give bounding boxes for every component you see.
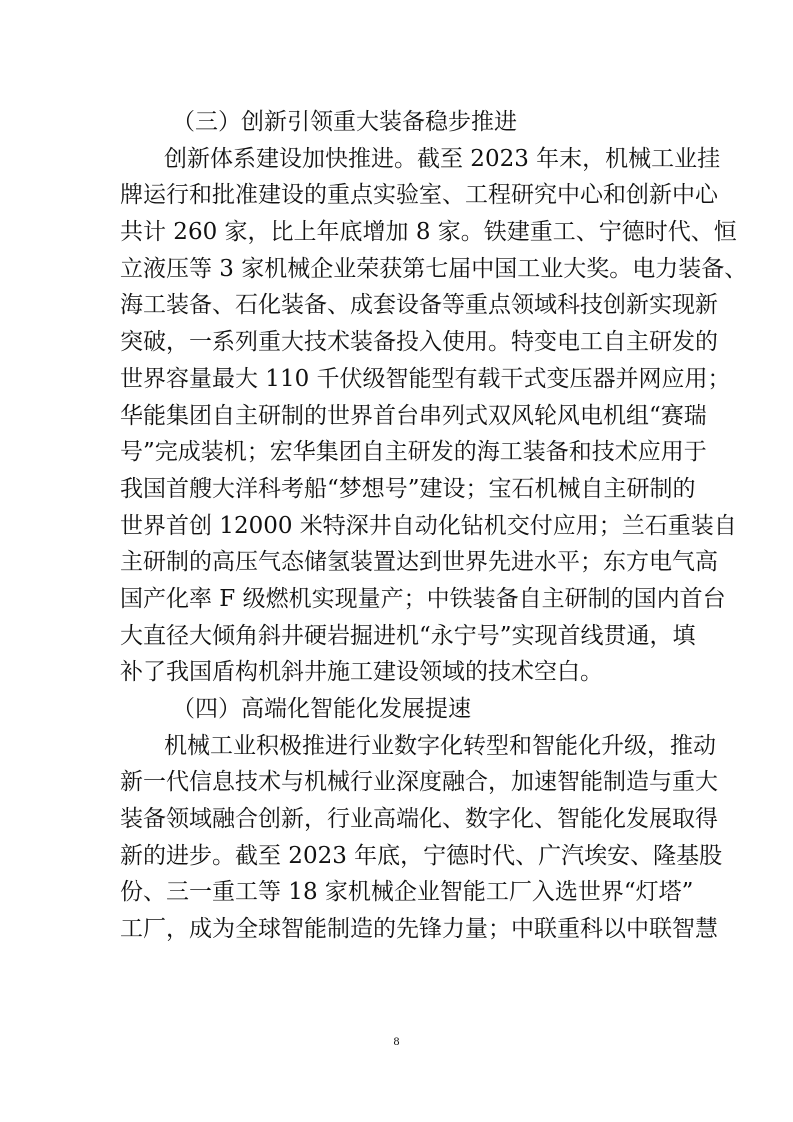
section-4-paragraph (120, 728, 723, 948)
document-page (120, 104, 748, 948)
paragraph-line: 共计 260 家，比上年底增加 8 家。铁建重工、宁德时代、恒 (120, 219, 737, 246)
paragraph-line: 创新体系建设加快推进。截至 2023 年末，机械工业挂 (164, 145, 721, 172)
paragraph-line: 世界容量最大 110 千伏级智能型有载干式变压器并网应用； (120, 365, 731, 392)
paragraph-line: 立液压等 3 家机械企业荣获第七届中国工业大奖。电力装备、 (120, 255, 748, 282)
paragraph-line: 装备领域融合创新，行业高端化、数字化、智能化发展取得 (120, 806, 718, 833)
paragraph-line: 新一代信息技术与机械行业深度融合，加速智能制造与重大 (120, 769, 718, 796)
paragraph-line: 国产化率 F 级燃机实现量产；中铁装备自主研制的国内首台 (120, 585, 726, 612)
paragraph-line: 新的进步。截至 2023 年底，宁德时代、广汽埃安、隆基股 (120, 842, 723, 869)
page-number: 8 (393, 1034, 400, 1048)
paragraph-line: 工厂，成为全球智能制造的先锋力量；中联重科以中联智慧 (120, 916, 718, 943)
section-3-paragraph (120, 141, 748, 691)
paragraph-line: 华能集团自主研制的世界首台串列式双风轮风电机组“赛瑞 (120, 402, 707, 429)
paragraph-line: 机械工业积极推进行业数字化转型和智能化升级，推动 (164, 732, 716, 759)
paragraph-line: 牌运行和批准建设的重点实验室、工程研究中心和创新中心 (120, 182, 718, 209)
paragraph-line: 份、三一重工等 18 家机械企业智能工厂入选世界“灯塔” (120, 879, 694, 906)
paragraph-line: 我国首艘大洋科考船“梦想号”建设；宝石机械自主研制的 (120, 475, 696, 502)
paragraph-line: 突破，一系列重大技术装备投入使用。特变电工自主研发的 (120, 329, 718, 356)
paragraph-line: 大直径大倾角斜井硬岩掘进机“永宁号”实现首线贯通，填 (120, 622, 696, 649)
section-heading-3: （三）创新引领重大装备稳步推进 (172, 109, 517, 135)
paragraph-line: 补了我国盾构机斜井施工建设领域的技术空白。 (120, 659, 603, 686)
paragraph-line: 海工装备、石化装备、成套设备等重点领域科技创新实现新 (120, 292, 718, 319)
paragraph-line: 主研制的高压气态储氢装置达到世界先进水平；东方电气高 (120, 549, 718, 576)
section-heading-4: （四）高端化智能化发展提速 (172, 696, 471, 722)
paragraph-line: 世界首创 12000 米特深井自动化钻机交付应用；兰石重装自 (120, 512, 737, 539)
paragraph-line: 号”完成装机；宏华集团自主研发的海工装备和技术应用于 (120, 439, 707, 466)
